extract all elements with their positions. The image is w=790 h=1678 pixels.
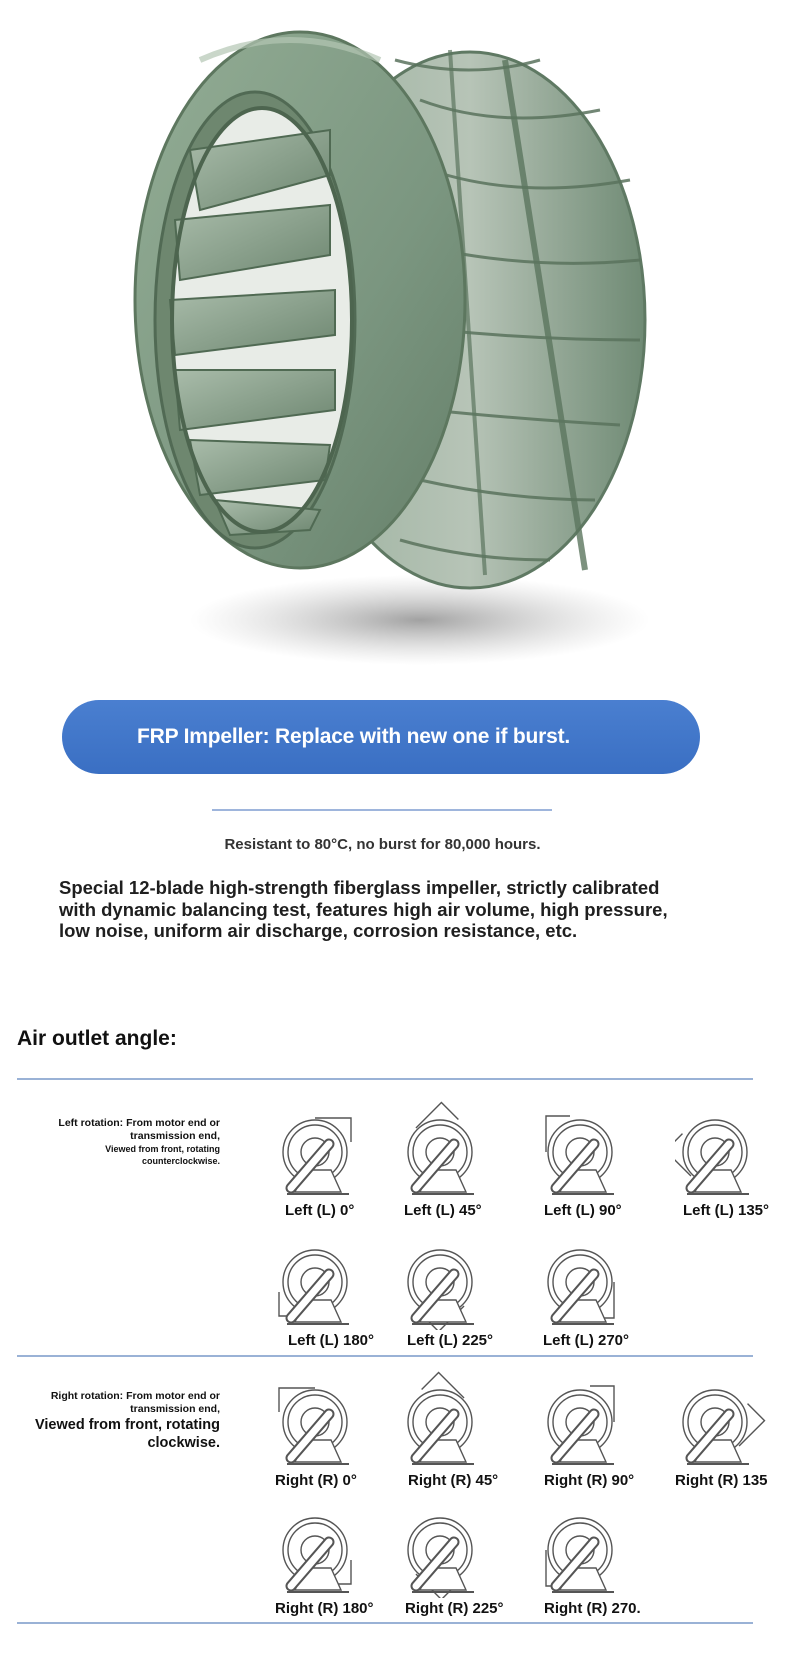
left-rotation-note bbox=[58, 1117, 220, 1167]
left-rotation-line1: Left rotation: From motor end or bbox=[58, 1117, 220, 1129]
fan-housing-icon bbox=[400, 1230, 500, 1330]
impeller-banner bbox=[62, 700, 700, 774]
outlet-label: Left (L) 45° bbox=[404, 1202, 482, 1219]
outlet-item-right-90 bbox=[540, 1370, 670, 1494]
section-divider-bottom bbox=[17, 1622, 753, 1624]
outlet-label: Left (L) 180° bbox=[288, 1332, 375, 1349]
left-rotation-line2: transmission end, bbox=[130, 1130, 220, 1142]
right-rotation-line1: Right rotation: From motor end or bbox=[50, 1390, 220, 1402]
description: Special 12-blade high-strength fiberglass impeller, strictly calibrated with dynamic balancing test, features high air volume, high pressure, low noise, uniform air discharge, corrosion resistance, etc. bbox=[59, 877, 668, 941]
section-divider-top bbox=[17, 1078, 753, 1080]
outlet-item-right-180 bbox=[275, 1498, 405, 1622]
impeller-photo bbox=[0, 0, 790, 690]
outlet-item-left-225 bbox=[400, 1230, 530, 1354]
outlet-item-right-135 bbox=[675, 1370, 790, 1494]
outlet-label: Right (R) 270. bbox=[544, 1600, 641, 1617]
fan-housing-icon bbox=[540, 1100, 640, 1200]
outlet-item-left-90 bbox=[540, 1100, 670, 1224]
fan-housing-icon bbox=[540, 1498, 640, 1598]
outlet-label: Right (R) 45° bbox=[408, 1472, 499, 1489]
outlet-label: Left (L) 135° bbox=[683, 1202, 770, 1219]
outlet-label: Right (R) 90° bbox=[544, 1472, 635, 1489]
outlet-label: Left (L) 90° bbox=[544, 1202, 622, 1219]
right-rotation-line3: Viewed from front, rotating bbox=[34, 1417, 220, 1433]
outlet-label: Right (R) 180° bbox=[275, 1600, 374, 1617]
right-rotation-line2: transmission end, bbox=[130, 1403, 220, 1415]
fan-housing-icon bbox=[540, 1370, 640, 1470]
outlet-item-left-270 bbox=[540, 1230, 670, 1354]
left-rotation-line3: Viewed from front, rotating bbox=[105, 1144, 220, 1154]
outlet-item-left-135 bbox=[675, 1100, 790, 1224]
outlet-item-right-45 bbox=[400, 1370, 530, 1494]
section-title: Air outlet angle: bbox=[17, 1027, 177, 1050]
fan-housing-icon bbox=[275, 1100, 375, 1200]
outlet-item-left-0 bbox=[275, 1100, 405, 1224]
outlet-item-right-0 bbox=[275, 1370, 405, 1494]
outlet-label: Right (R) 0° bbox=[275, 1472, 357, 1489]
divider bbox=[212, 809, 552, 811]
right-rotation-line4: clockwise. bbox=[147, 1435, 220, 1451]
outlet-item-right-225 bbox=[400, 1498, 530, 1622]
outlet-label: Left (L) 225° bbox=[407, 1332, 494, 1349]
banner-text: FRP Impeller: Replace with new one if burst. bbox=[137, 725, 571, 748]
right-rotation-note bbox=[35, 1390, 220, 1452]
fan-housing-icon bbox=[275, 1370, 375, 1470]
fan-housing-icon bbox=[400, 1370, 500, 1470]
fan-housing-icon bbox=[400, 1498, 500, 1598]
outlet-label: Left (L) 270° bbox=[543, 1332, 630, 1349]
outlet-label: Left (L) 0° bbox=[285, 1202, 355, 1219]
outlet-item-left-45 bbox=[400, 1100, 530, 1224]
outlet-label: Right (R) 225° bbox=[405, 1600, 504, 1617]
section-divider-middle bbox=[17, 1355, 753, 1357]
fan-housing-icon bbox=[540, 1230, 640, 1330]
outlet-label: Right (R) 135 bbox=[675, 1472, 768, 1489]
fan-housing-icon bbox=[275, 1230, 375, 1330]
fan-housing-icon bbox=[400, 1100, 500, 1200]
outlet-item-left-180 bbox=[275, 1230, 405, 1354]
left-rotation-line4: counterclockwise. bbox=[141, 1156, 220, 1166]
fan-housing-icon bbox=[275, 1498, 375, 1598]
outlet-item-right-270 bbox=[540, 1498, 670, 1622]
subtitle: Resistant to 80°C, no burst for 80,000 hours. bbox=[224, 836, 541, 853]
fan-housing-icon bbox=[675, 1100, 775, 1200]
fan-housing-icon bbox=[675, 1370, 775, 1470]
